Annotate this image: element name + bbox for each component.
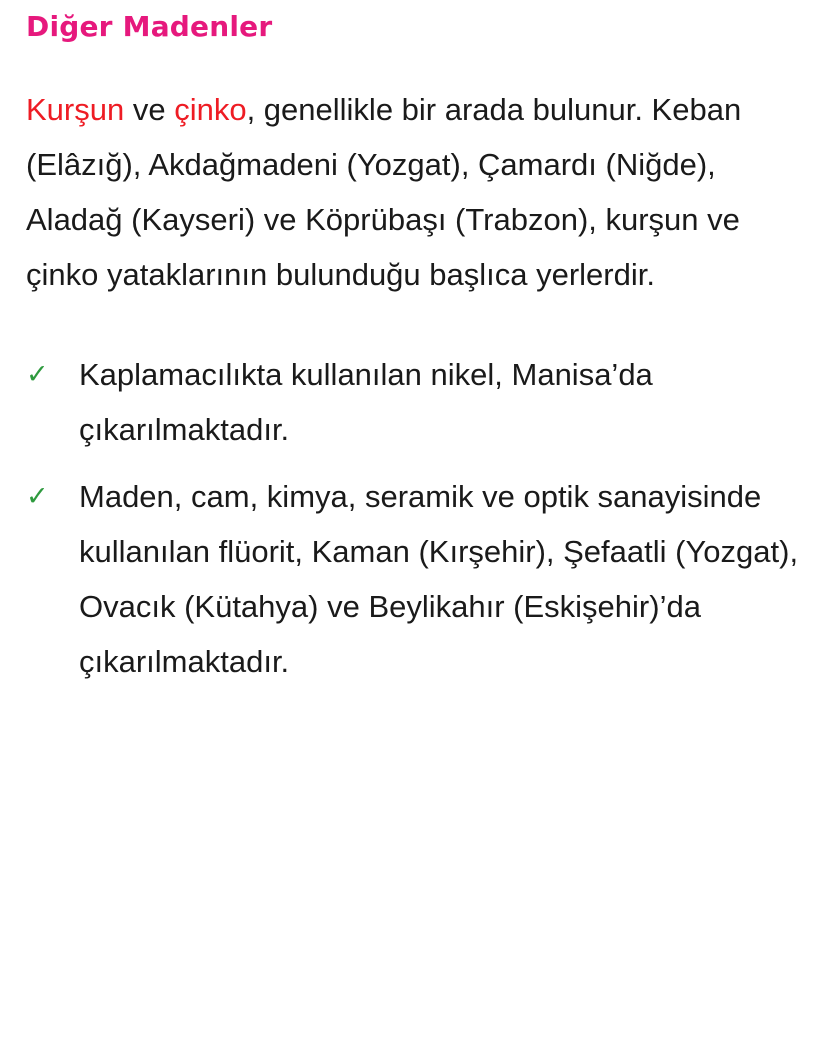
intro-connector: ve (124, 92, 175, 127)
intro-rest: , genellikle bir arada bulunur. Keban (Elâzığ), Akdağmadeni (Yozgat), Çamardı (Niğde), Aladağ (Kayseri) ve Köprübaşı (Trabzon), kurşun ve çinko yataklarının bulunduğu başlıca yerlerdir. (26, 92, 742, 292)
bullet-item (26, 347, 806, 457)
bullet-item (26, 469, 806, 689)
check-icon: ✓ (26, 359, 49, 389)
highlight-zinc: çinko (174, 92, 247, 127)
section-heading: Diğer Madenler (26, 10, 273, 43)
check-icon: ✓ (26, 481, 49, 511)
intro-paragraph (26, 82, 806, 302)
bullet-text: Kaplamacılıkta kullanılan nikel, Manisa’da çıkarılmaktadır. (79, 357, 653, 447)
bullet-text: Maden, cam, kimya, seramik ve optik sanayisinde kullanılan flüorit, Kaman (Kırşehir), Şefaatli (Yozgat), Ovacık (Kütahya) ve Beylikahır (Eskişehir)’da çıkarılmaktadır. (79, 479, 799, 679)
highlight-lead: Kurşun (26, 92, 125, 127)
